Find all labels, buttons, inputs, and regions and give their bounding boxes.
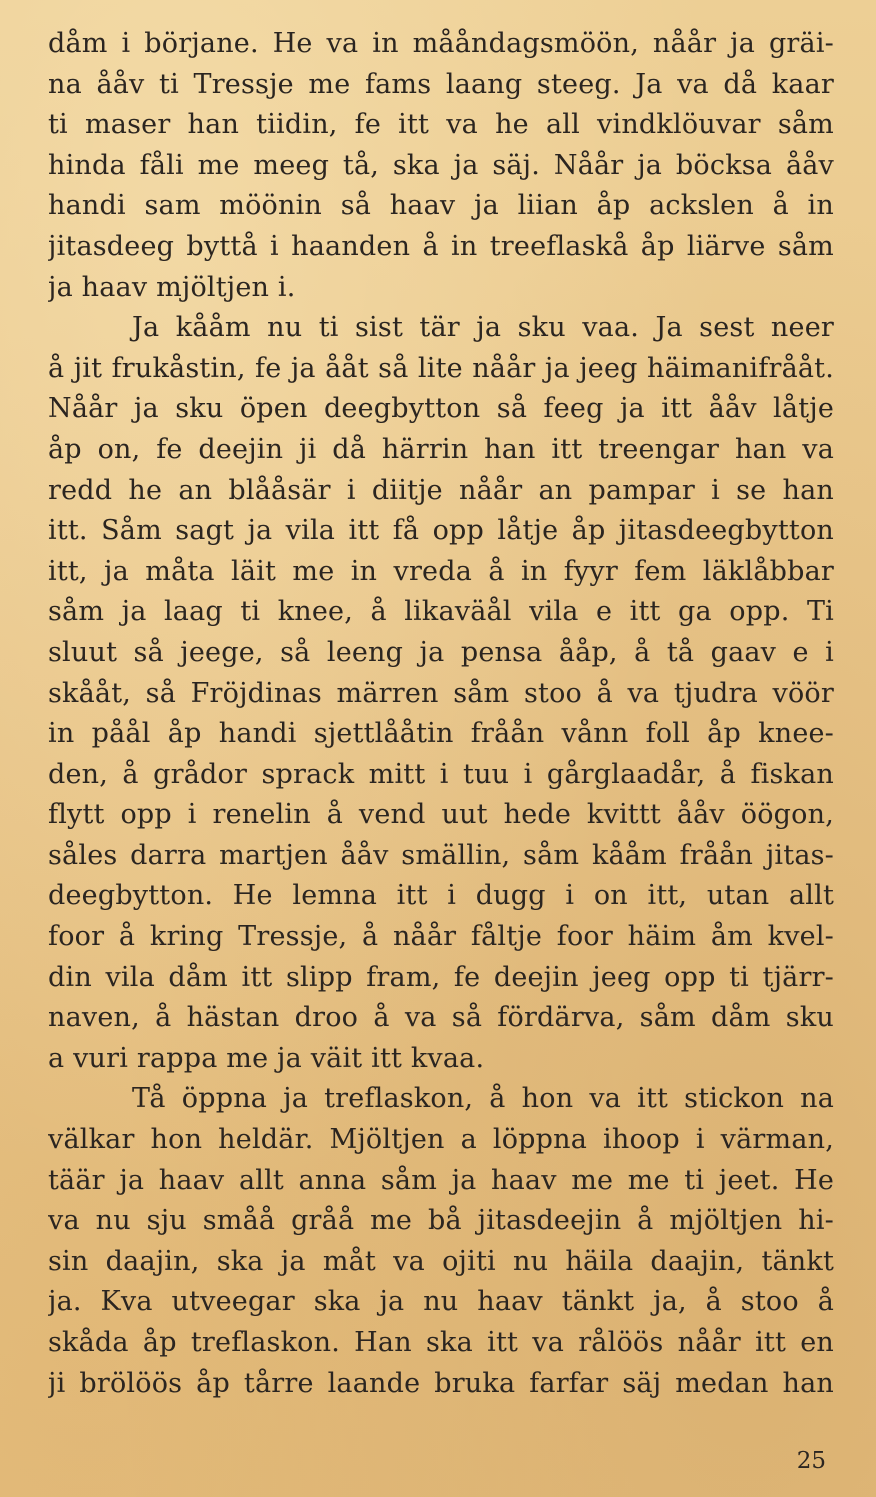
text-line: naven, å hästan droo å va så fördärva, såm dåm sku <box>48 1002 834 1034</box>
text-line: åp on, fe deejin ji då härrin han itt treengar han va <box>48 433 834 465</box>
text-line: itt, ja måta läit me in vreda å in fyyr fem läklåbbar <box>48 555 834 587</box>
text-line: handi sam möönin så haav ja liian åp ackslen å in <box>48 190 834 222</box>
text-line: ja haav mjöltjen i. <box>48 271 296 303</box>
text-line: såles darra martjen ååv smällin, såm kååm fråån jitas- <box>48 839 834 871</box>
text-line: ji brölöös åp tårre laande bruka farfar säj medan han <box>48 1367 834 1399</box>
text-line: välkar hon heldär. Mjöltjen a löppna ihoop i värman, <box>48 1124 834 1156</box>
text-line: Tå öppna ja treflaskon, å hon va itt stickon na <box>132 1083 834 1115</box>
text-line: redd he an blååsär i diitje nåår an pampar i se han <box>48 474 834 506</box>
text-line: sin daajin, ska ja måt va ojiti nu häila daajin, tänkt <box>48 1245 834 1277</box>
text-line: Ja kååm nu ti sist tär ja sku vaa. Ja sest neer <box>132 312 834 344</box>
text-line: va nu sju småå gråå me bå jitasdeejin å mjöltjen hi- <box>48 1205 834 1237</box>
body-text <box>48 24 834 1404</box>
text-line: in påål åp handi sjettlååtin fråån vånn foll åp knee- <box>48 718 834 750</box>
text-line: dåm i börjane. He va in mååndagsmöön, nåår ja gräi- <box>48 28 834 59</box>
text-line: såm ja laag ti knee, å likaväål vila e itt ga opp. Ti <box>48 596 834 628</box>
text-line: den, å grådor sprack mitt i tuu i gårglaadår, å fiskan <box>48 758 834 790</box>
text-line: å jit frukåstin, fe ja ååt så lite nåår ja jeeg häimanifrååt. <box>48 352 834 384</box>
text-line: na ååv ti Tressje me fams laang steeg. Ja va då kaar <box>48 68 834 100</box>
text-line: hinda fåli me meeg tå, ska ja säj. Nåår ja böcksa ååv <box>48 149 834 181</box>
text-line: skåda åp treflaskon. Han ska itt va rålöös nåår itt en <box>48 1327 834 1358</box>
text-line: jitasdeeg byttå i haanden å in treeflaskå åp liärve såm <box>48 230 834 262</box>
text-line: sluut så jeege, så leeng ja pensa ååp, å tå gaav e i <box>48 636 834 668</box>
text-line: itt. Såm sagt ja vila itt få opp låtje åp jitasdeegbytton <box>48 515 834 547</box>
text-line: deegbytton. He lemna itt i dugg i on itt, utan allt <box>48 880 834 912</box>
text-line: flytt opp i renelin å vend uut hede kvittt ååv öögon, <box>48 799 834 831</box>
text-line: Nåår ja sku öpen deegbytton så feeg ja itt ååv låtje <box>48 393 834 425</box>
text-line: a vuri rappa me ja väit itt kvaa. <box>48 1042 485 1074</box>
text-line: täär ja haav allt anna såm ja haav me me ti jeet. He <box>48 1164 834 1196</box>
text-line: ja. Kva utveegar ska ja nu haav tänkt ja, å stoo å <box>48 1286 834 1318</box>
page-number: 25 <box>796 1448 826 1474</box>
text-line: ti maser han tiidin, fe itt va he all vindklöuvar såm <box>48 109 834 141</box>
text-line: foor å kring Tressje, å nåår fåltje foor häim åm kvel- <box>48 921 834 953</box>
text-line: din vila dåm itt slipp fram, fe deejin jeeg opp ti tjärr- <box>48 961 834 993</box>
text-line: skååt, så Fröjdinas märren såm stoo å va tjudra vöör <box>48 677 834 709</box>
